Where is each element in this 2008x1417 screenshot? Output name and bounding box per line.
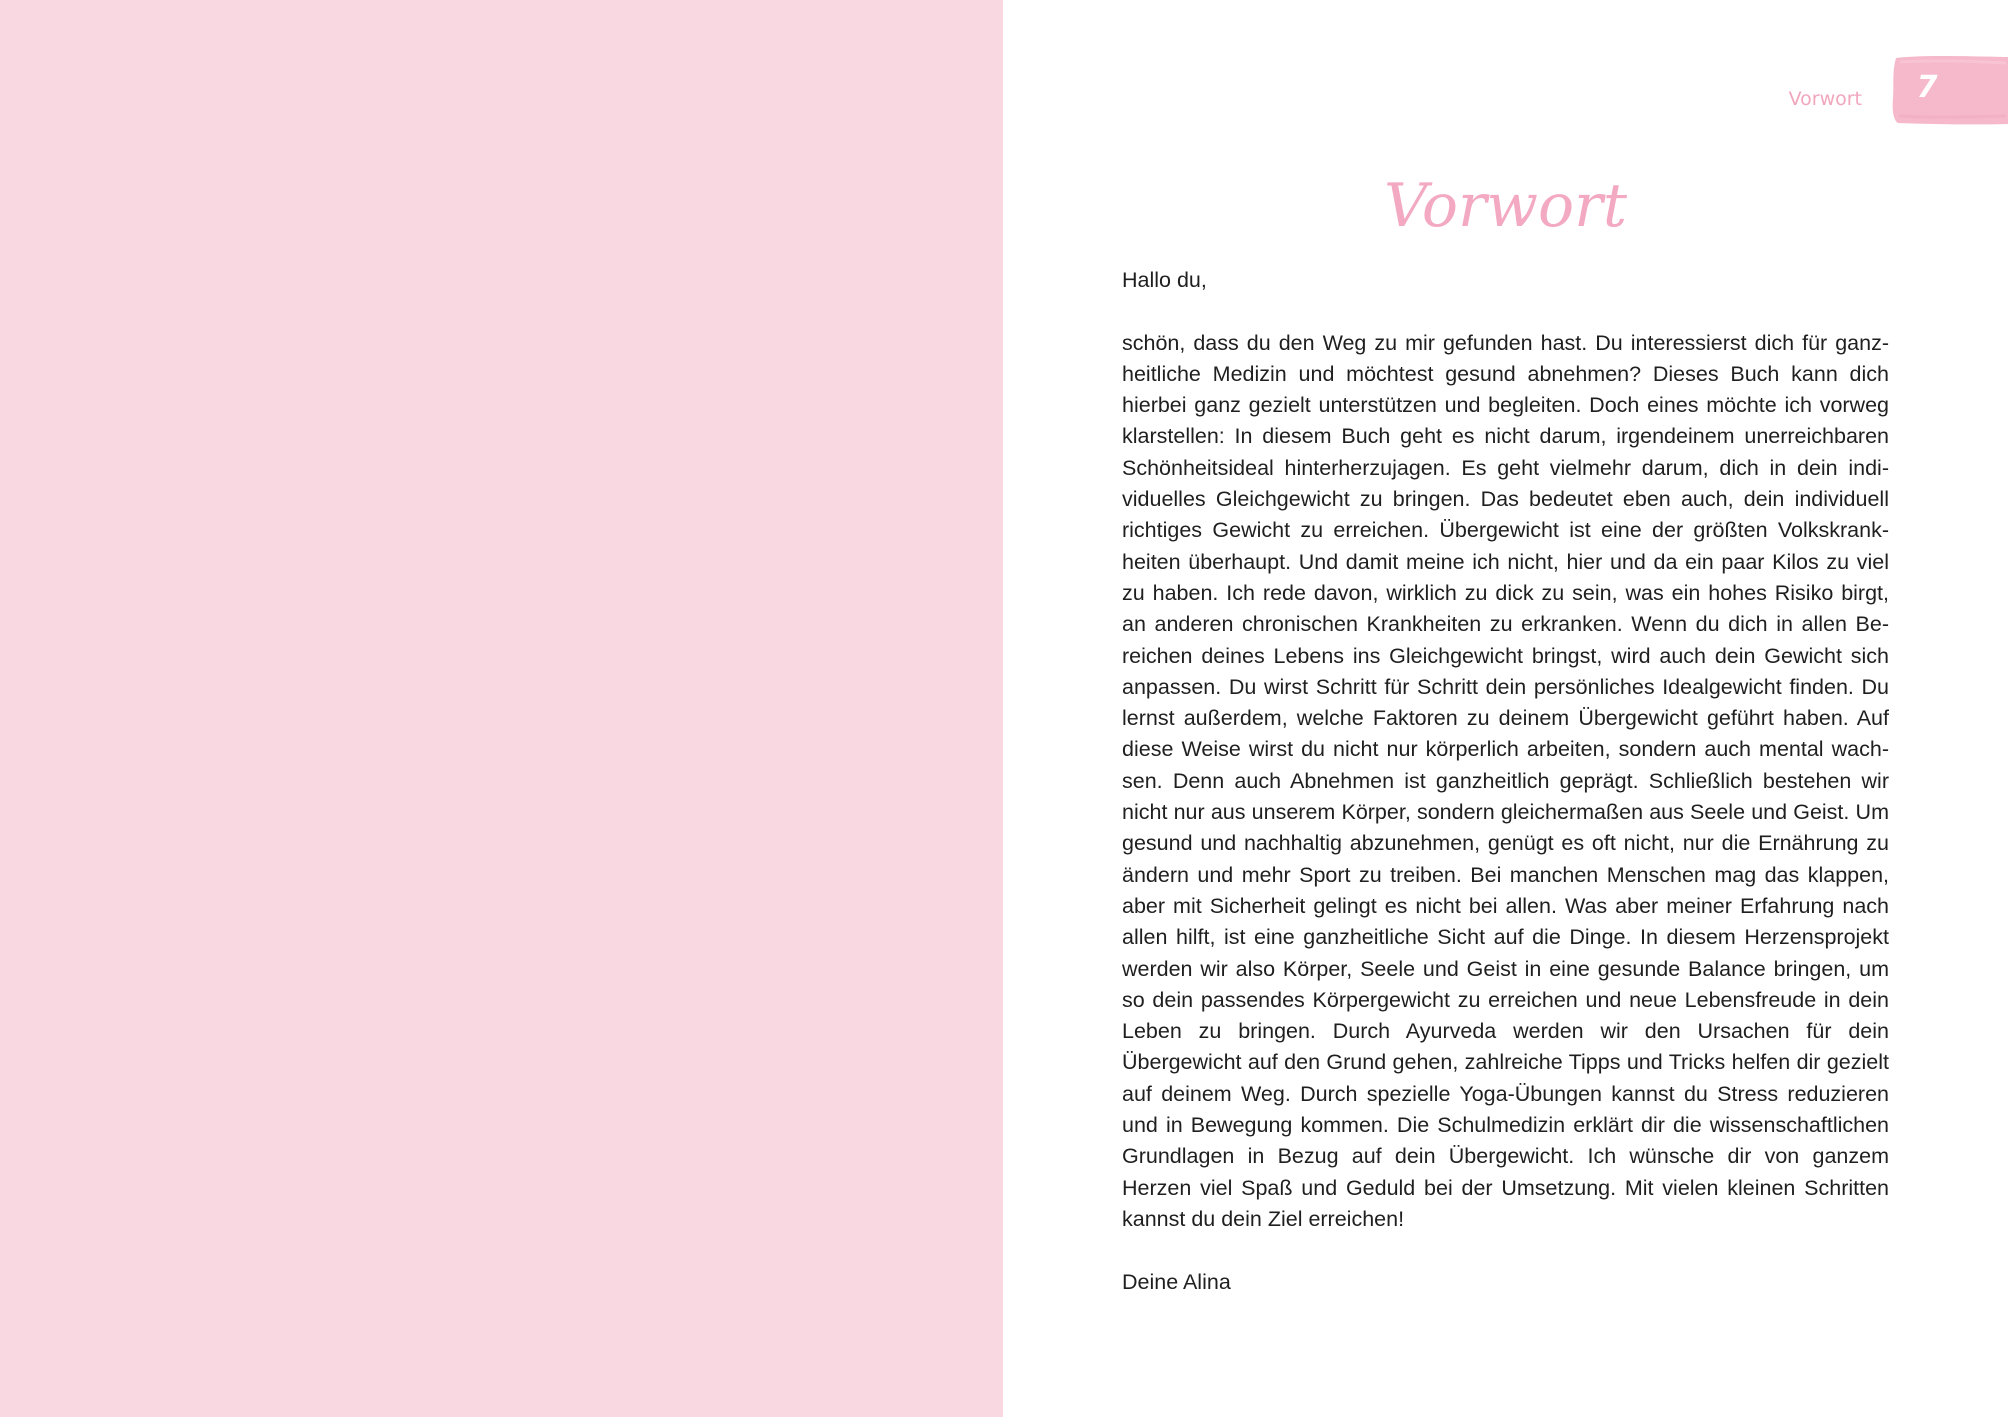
running-header: Vorwort	[1788, 88, 1862, 110]
main-paragraph: schön, dass du den Weg zu mir gefunden hast. Du interessierst dich für ganzheitliche Medizin und möchtest gesund abnehmen? Dieses Buch kann dich hierbei ganz gezielt unterstützen und begleiten. Doch eines möchte ich vorweg klarstellen: In diesem Buch geht es nicht darum, irgendeinem unerreichbaren Schönheitsideal hinterherzujagen. Es geht vielmehr darum, dich in dein individuelles Gleichgewicht zu bringen. Das bedeutet eben auch, dein individuell richtiges Gewicht zu erreichen. Übergewicht ist eine der größten Volkskrankheiten überhaupt. Und damit meine ich nicht, hier und da ein paar Kilos zu viel zu haben. Ich rede davon, wirklich zu dick zu sein, was ein hohes Risiko birgt, an anderen chronischen Krankheiten zu erkranken. Wenn du dich in allen Bereichen deines Lebens ins Gleichgewicht bringst, wird auch dein Gewicht sich anpassen. Du wirst Schritt für Schritt dein persönliches Idealgewicht finden. Du lernst außerdem, welche Faktoren zu deinem Übergewicht geführt haben. Auf diese Weise wirst du nicht nur körperlich arbeiten, sondern auch mental wachsen. Denn auch Abnehmen ist ganzheitlich geprägt. Schließlich bestehen wir nicht nur aus unserem Körper, sondern gleichermaßen aus Seele und Geist. Um gesund und nachhaltig abzunehmen, genügt es oft nicht, nur die Ernährung zu ändern und mehr Sport zu treiben. Bei manchen Menschen mag das klappen, aber mit Sicherheit gelingt es nicht bei allen. Was aber meiner Erfahrung nach allen hilft, ist eine ganzheitliche Sicht auf die Dinge. In diesem Herzensprojekt werden wir also Körper, Seele und Geist in eine gesunde Balance bringen, um so dein passendes Körpergewicht zu erreichen und neue Lebensfreude in dein Leben zu bringen. Durch Ayurveda werden wir den Ursachen für dein Übergewicht auf den Grund gehen, zahlreiche Tipps und Tricks helfen dir gezielt auf deinem Weg. Durch spezielle Yoga-Übungen kannst du Stress reduzieren und in Bewegung kommen. Die Schulmedizin erklärt dir die wissenschaftlichen Grundlagen in Bezug auf dein Übergewicht. Ich wünsche dir von ganzem Herzen viel Spaß und Geduld bei der Umsetzung. Mit vielen kleinen Schritten kannst du dein Ziel erreichen!	[1122, 330, 1889, 1231]
signature: Deine Alina	[1122, 1269, 1231, 1294]
page-number: 7	[1916, 70, 1938, 105]
left-page-blank	[0, 0, 1003, 1417]
chapter-title: Vorwort	[1384, 171, 1627, 241]
salutation: Hallo du,	[1122, 268, 1207, 292]
body-text	[1122, 265, 1889, 1298]
